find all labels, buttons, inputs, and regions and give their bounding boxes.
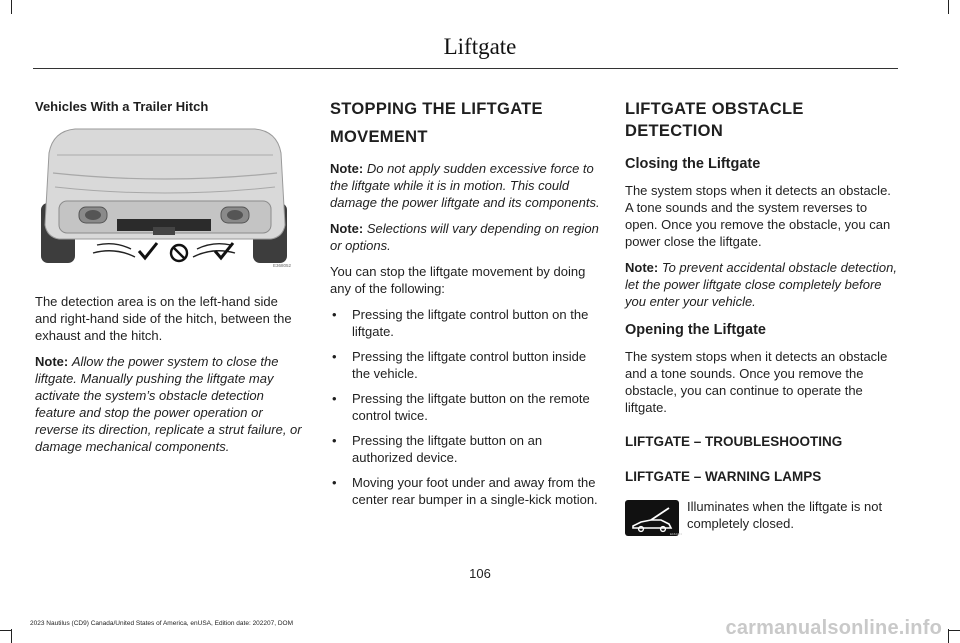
- opening-subheading: Opening the Liftgate: [625, 322, 766, 338]
- note-paragraph: [35, 353, 303, 455]
- stop-methods-list: [330, 306, 602, 508]
- left-column: [35, 98, 303, 464]
- bullet-marker: •: [332, 475, 337, 490]
- note-label: Note:: [330, 221, 364, 236]
- liftgate-open-warning-icon: [625, 500, 683, 536]
- page-title: Liftgate: [443, 34, 517, 59]
- bullet-marker: •: [332, 349, 337, 364]
- warning-lamps-heading: LIFTGATE – WARNING LAMPS: [625, 469, 822, 484]
- list-item-text: Pressing the liftgate button on an authorized device.: [352, 433, 543, 465]
- troubleshooting-heading: LIFTGATE – TROUBLESHOOTING: [625, 434, 843, 449]
- left-exhaust-tip: [85, 210, 101, 220]
- trailer-hitch-subheading: Vehicles With a Trailer Hitch: [35, 99, 209, 114]
- list-item-text: Moving your foot under and away from the center rear bumper in a single-kick motion.: [352, 475, 598, 507]
- right-exhaust-tip: [227, 210, 243, 220]
- note-paragraph: [330, 220, 602, 254]
- crop-mark: [0, 630, 11, 631]
- no-symbol-icon: [171, 245, 187, 261]
- check-icon: [139, 243, 157, 258]
- crop-mark: [11, 0, 12, 14]
- edition-footer: 2023 Nautilus (CD9) Canada/United States of America, enUSA, Edition date: 202207, DOM: [30, 620, 294, 627]
- note-text: Do not apply sudden excessive force to the liftgate while it is in motion. This could damage the power liftgate and its components.: [330, 161, 600, 210]
- note-paragraph: [625, 259, 897, 310]
- list-item: [330, 390, 602, 424]
- note-text: To prevent accidental obstacle detection, let the power liftgate close completely before you enter your vehicle.: [625, 260, 897, 309]
- bullet-marker: •: [332, 433, 337, 448]
- list-item: [330, 306, 602, 340]
- page-number: 106: [469, 566, 491, 581]
- crop-mark: [11, 629, 12, 643]
- detection-area-paragraph: The detection area is on the left-hand side and right-hand side of the hitch, between the exhaust and the hitch.: [35, 294, 292, 343]
- bullet-marker: •: [332, 391, 337, 406]
- section-heading: LIFTGATE OBSTACLE DETECTION: [625, 100, 804, 140]
- closing-subheading: Closing the Liftgate: [625, 156, 761, 172]
- closing-paragraph: The system stops when it detects an obstacle. A tone sounds and the system reverses to open. Once you remove the obstacle, you can power close the liftgate.: [625, 183, 891, 249]
- section-heading-line1: STOPPING THE LIFTGATE: [330, 100, 543, 118]
- detection-waves: [93, 244, 235, 257]
- watermark: carmanualsonline.info: [725, 617, 942, 639]
- crop-mark: [948, 629, 949, 643]
- note-label: Note:: [35, 354, 69, 369]
- note-text: Allow the power system to close the liftgate. Manually pushing the liftgate may activate the system’s obstacle detection feature and stop the power operation or reverse its direction, replicate a strut failure, or damage mechanical components.: [35, 354, 302, 454]
- crop-mark: [948, 0, 949, 14]
- warning-lamp-row: [625, 498, 897, 536]
- list-item: [330, 348, 602, 382]
- lamp-description: Illuminates when the liftgate is not completely closed.: [687, 499, 883, 531]
- list-item-text: Pressing the liftgate control button on the liftgate.: [352, 307, 589, 339]
- list-item-text: Pressing the liftgate button on the remote control twice.: [352, 391, 590, 423]
- hitch-detection-diagram: [35, 125, 293, 273]
- note-label: Note:: [330, 161, 364, 176]
- lamp-code: E162453: [670, 532, 683, 536]
- figure-code: E368052: [273, 263, 292, 268]
- list-item-text: Pressing the liftgate control button inside the vehicle.: [352, 349, 587, 381]
- note-label: Note:: [625, 260, 659, 275]
- middle-column: [330, 98, 602, 516]
- right-column: [625, 98, 897, 536]
- rear-bumper-illustration: [35, 125, 293, 273]
- note-text: Selections will vary depending on region or options.: [330, 221, 599, 253]
- note-paragraph: [330, 160, 602, 211]
- opening-paragraph: The system stops when it detects an obstacle and a tone sounds. Once you remove the obstacle, you can continue to operate the liftgate.: [625, 349, 888, 415]
- intro-paragraph: You can stop the liftgate movement by doing any of the following:: [330, 264, 586, 296]
- section-heading: [330, 98, 602, 148]
- bullet-marker: •: [332, 307, 337, 322]
- section-heading-line2: MOVEMENT: [330, 128, 428, 146]
- list-item: [330, 474, 602, 508]
- list-item: [330, 432, 602, 466]
- crop-mark: [949, 630, 960, 631]
- header-divider: [33, 68, 898, 69]
